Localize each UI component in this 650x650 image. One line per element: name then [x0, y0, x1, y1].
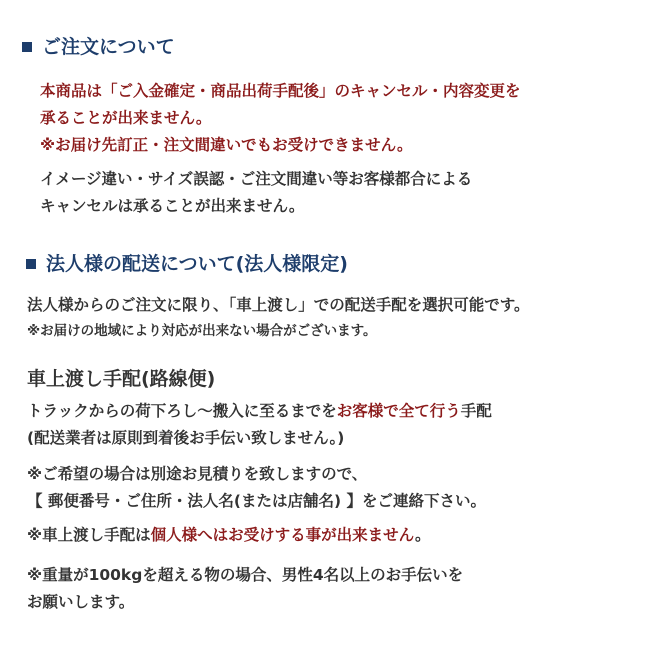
heavy-item-line-2: お願いします。 [27, 593, 135, 611]
curbside-delivery-description [27, 398, 492, 452]
individual-warning-text: ※車上渡し手配は [27, 526, 151, 544]
heavy-item-note [27, 562, 463, 616]
individual-warning-highlight: 個人様へはお受けする事が出来ません [150, 526, 416, 544]
customer-reason-line-2: キャンセルは承ることが出来ません。 [40, 197, 305, 215]
section-heading-corporate-delivery-text: 法人様の配送について(法人様限定) [46, 253, 348, 275]
section-heading-order-text: ご注文について [42, 36, 175, 58]
corporate-delivery-intro-line: 法人様からのご注文に限り、「車上渡し」での配送手配を選択可能です。 [27, 296, 530, 314]
cancellation-notice [40, 78, 521, 159]
individual-warning-line [27, 522, 431, 549]
cancellation-notice-line-1: 本商品は「ご入金確定・商品出荷手配後」のキャンセル・内容変更を [40, 82, 521, 100]
quote-request-line-1: ※ご希望の場合は別途お見積りを致しますので、 [27, 465, 368, 483]
quote-request-line-2: 【 郵便番号・ご住所・法人名(または店舗名) 】をご連絡下さい。 [27, 492, 486, 510]
section-heading-order [22, 34, 175, 60]
square-bullet-icon [22, 42, 32, 52]
curbside-description-highlight: お客様で全て行う [336, 402, 461, 420]
section-heading-corporate-delivery [26, 251, 348, 277]
customer-reason-notice [40, 166, 472, 220]
curbside-delivery-heading: 車上渡し手配(路線便) [27, 368, 216, 390]
square-bullet-icon [26, 259, 36, 269]
curbside-description-text: トラックからの荷下ろし〜搬入に至るまでを [27, 402, 337, 420]
cancellation-notice-line-2: 承ることが出来ません。 [40, 109, 212, 127]
curbside-description-suffix: 手配 [460, 402, 492, 420]
customer-reason-line-1: イメージ違い・サイズ誤認・ご注文間違い等お客様都合による [40, 170, 473, 188]
curbside-description-line-2: (配送業者は原則到着後お手伝い致しません。) [27, 429, 345, 447]
individual-warning-suffix: 。 [415, 526, 431, 544]
corporate-delivery-intro [27, 292, 530, 344]
curbside-description-line-1 [27, 398, 492, 425]
cancellation-notice-line-3: ※お届け先訂正・注文間違いでもお受けできません。 [40, 136, 413, 154]
heavy-item-line-1: ※重量が100kgを超える物の場合、男性4名以上のお手伝いを [27, 566, 464, 584]
individual-customer-warning [27, 522, 431, 549]
corporate-delivery-intro-note: ※お届けの地域により対応が出来ない場合がございます。 [27, 323, 377, 339]
quote-request-note [27, 461, 486, 515]
